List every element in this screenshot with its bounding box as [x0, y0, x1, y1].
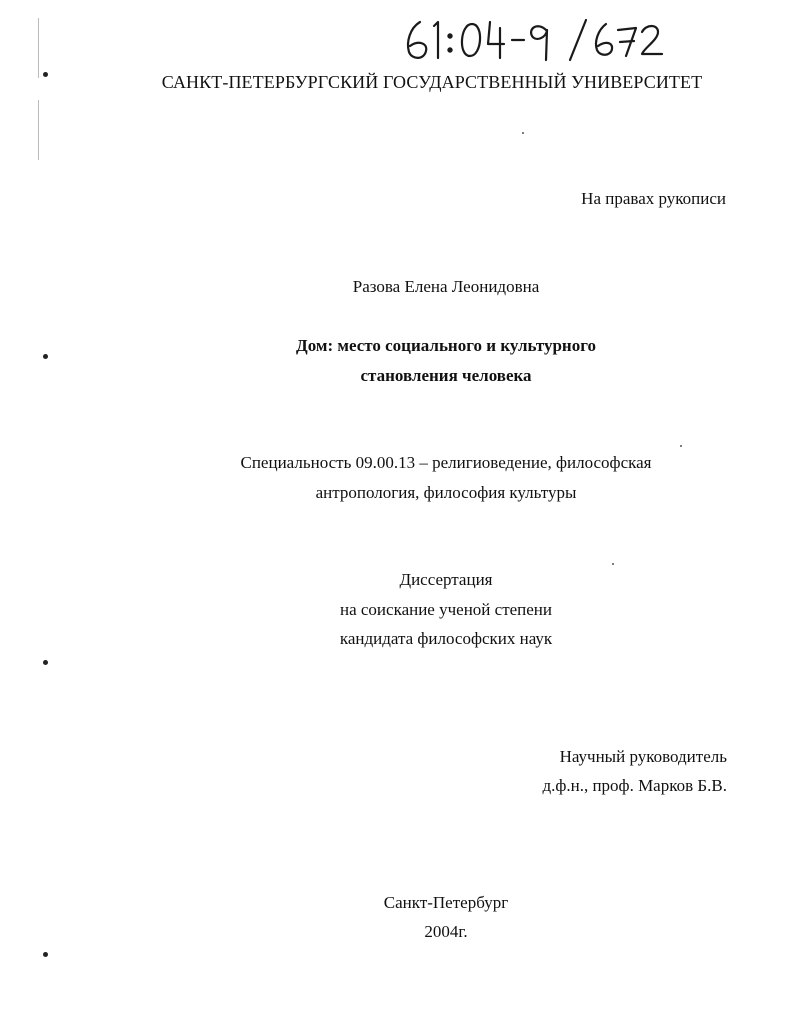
supervisor-name: д.ф.н., проф. Марков Б.В.	[542, 776, 727, 795]
year: 2004г.	[424, 922, 468, 941]
specialty-line-2: антропология, философия культуры	[315, 483, 577, 502]
degree-name: кандидата философских наук	[339, 629, 553, 648]
city: Санкт-Петербург	[383, 893, 509, 912]
dissertation-title-line-2: становления человека	[360, 366, 532, 385]
binding-hole-3	[43, 660, 48, 665]
scan-speck	[612, 563, 614, 565]
author-name: Разова Елена Леонидовна	[352, 277, 540, 296]
scan-edge-line-upper	[38, 100, 39, 160]
dissertation-title-line-1: Дом: место социального и культурного	[296, 336, 596, 355]
scan-speck	[680, 445, 682, 447]
scan-speck	[522, 132, 524, 134]
dissertation-label: Диссертация	[399, 570, 493, 589]
rights-note: На правах рукописи	[581, 189, 726, 208]
binding-hole-4	[43, 952, 48, 957]
handwritten-archive-code	[400, 10, 670, 66]
scan-edge-line-top	[38, 18, 39, 78]
specialty-line-1: Специальность 09.00.13 – религиоведение, философская	[240, 453, 652, 472]
supervisor-label: Научный руководитель	[559, 747, 727, 766]
university-name: САНКТ-ПЕТЕРБУРГСКИЙ ГОСУДАРСТВЕННЫЙ УНИВЕРСИТЕТ	[161, 72, 703, 92]
degree-purpose: на соискание ученой степени	[339, 600, 553, 619]
